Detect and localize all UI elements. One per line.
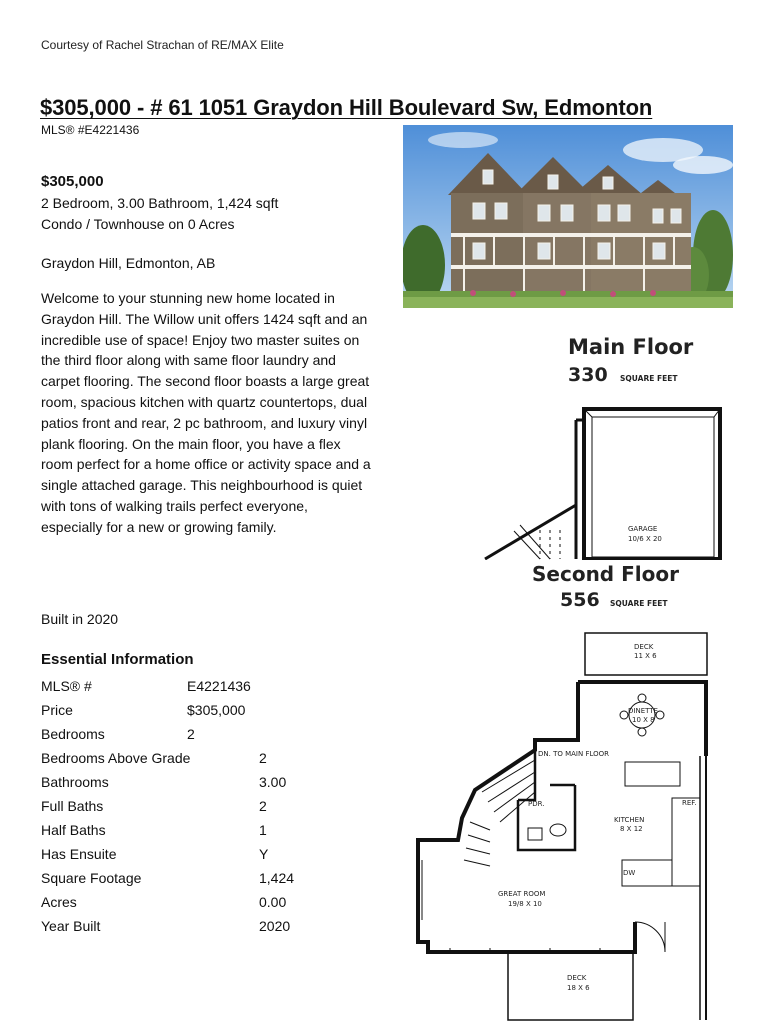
mls-number: MLS® #E4221436 <box>41 123 140 137</box>
kitchen-size: 8 X 12 <box>620 825 643 833</box>
bottom-deck-label: DECK <box>567 974 587 982</box>
info-label: Bedrooms <box>41 726 105 742</box>
main-floor-heading: Main Floor <box>568 335 694 359</box>
garage-label: GARAGE <box>628 525 658 533</box>
info-label: Full Baths <box>41 798 104 814</box>
built-year: Built in 2020 <box>41 611 119 627</box>
ref-label: REF. <box>682 799 697 807</box>
info-label: Has Ensuite <box>41 846 117 862</box>
townhouse-rendering-image <box>403 125 733 308</box>
courtesy-line: Courtesy of Rachel Strachan of RE/MAX Elite <box>41 38 284 52</box>
info-label: Acres <box>41 894 77 910</box>
essential-info-heading: Essential Information <box>41 651 194 668</box>
dinette-label: DINETTE <box>628 707 658 715</box>
great-room-size: 19/8 X 10 <box>508 900 542 908</box>
listing-specs <box>41 193 278 235</box>
info-value: E4221436 <box>187 678 251 694</box>
second-floor-heading: Second Floor <box>532 562 679 586</box>
second-floor-sqft: 556 <box>560 589 600 611</box>
second-floor-sqft-unit: SQUARE FEET <box>610 599 668 608</box>
info-label: MLS® # <box>41 678 92 694</box>
listing-price: $305,000 <box>41 173 104 190</box>
info-value: 2 <box>259 798 267 814</box>
dw-label: DW <box>623 869 636 877</box>
property-photo <box>403 125 733 308</box>
info-value: 2 <box>259 750 267 766</box>
listing-title: $305,000 - # 61 1051 Graydon Hill Boulevard Sw, Edmonton <box>40 95 653 120</box>
top-deck-label: DECK <box>634 643 654 651</box>
info-value: 2020 <box>259 918 291 934</box>
specs-bed-bath-sqft: 2 Bedroom, 3.00 Bathroom, 1,424 sqft <box>41 195 279 211</box>
info-value: 2 <box>187 726 195 742</box>
main-floor-sqft: 330 <box>568 364 608 386</box>
top-deck-size: 11 X 6 <box>634 652 657 660</box>
listing-description: Welcome to your stunning new home located in Graydon Hill. The Willow unit offers 1424 sqft and an incredible use of space! Enjoy two master suites on the third floor along with same floor laundry and carpet flooring. The second floor boasts a large great room, spacious kitchen with quartz countertops, dual patios front and rear, 2 pc bathroom, and luxury vinyl plank flooring. On the main floor, you have a flex room perfect for a home office or activity space and a single attached garage. This neighbourhood is quiet with tons of walking trails perfect everyone, especially for a new or growing family. <box>41 290 371 535</box>
garage-size: 10/6 X 20 <box>628 535 662 543</box>
info-label: Square Footage <box>41 870 142 886</box>
second-floor-plan-drawing <box>410 560 730 1022</box>
info-label: Half Baths <box>41 822 106 838</box>
info-label: Price <box>41 702 73 718</box>
dinette-size: 10 X 8 <box>632 716 655 724</box>
info-label: Bathrooms <box>41 774 109 790</box>
listing-location: Graydon Hill, Edmonton, AB <box>41 255 216 271</box>
info-value: 0.00 <box>259 894 287 910</box>
stairs-note: DN. TO MAIN FLOOR <box>538 750 610 758</box>
pdr-label: PDR. <box>528 800 545 808</box>
main-floor-sqft-unit: SQUARE FEET <box>620 374 678 383</box>
bottom-deck-size: 18 X 6 <box>567 984 590 992</box>
info-value: $305,000 <box>187 702 246 718</box>
second-floor-plan <box>410 560 730 1022</box>
main-floor-plan-drawing <box>480 325 730 560</box>
great-room-label: GREAT ROOM <box>498 890 546 898</box>
info-value: 1 <box>259 822 267 838</box>
kitchen-label: KITCHEN <box>614 816 645 824</box>
main-floor-plan <box>480 325 730 560</box>
info-value: 1,424 <box>259 870 295 886</box>
info-label: Year Built <box>41 918 101 934</box>
info-label: Bedrooms Above Grade <box>41 750 191 766</box>
info-value: Y <box>259 846 269 862</box>
info-value: 3.00 <box>259 774 287 790</box>
specs-type-acres: Condo / Townhouse on 0 Acres <box>41 216 235 232</box>
